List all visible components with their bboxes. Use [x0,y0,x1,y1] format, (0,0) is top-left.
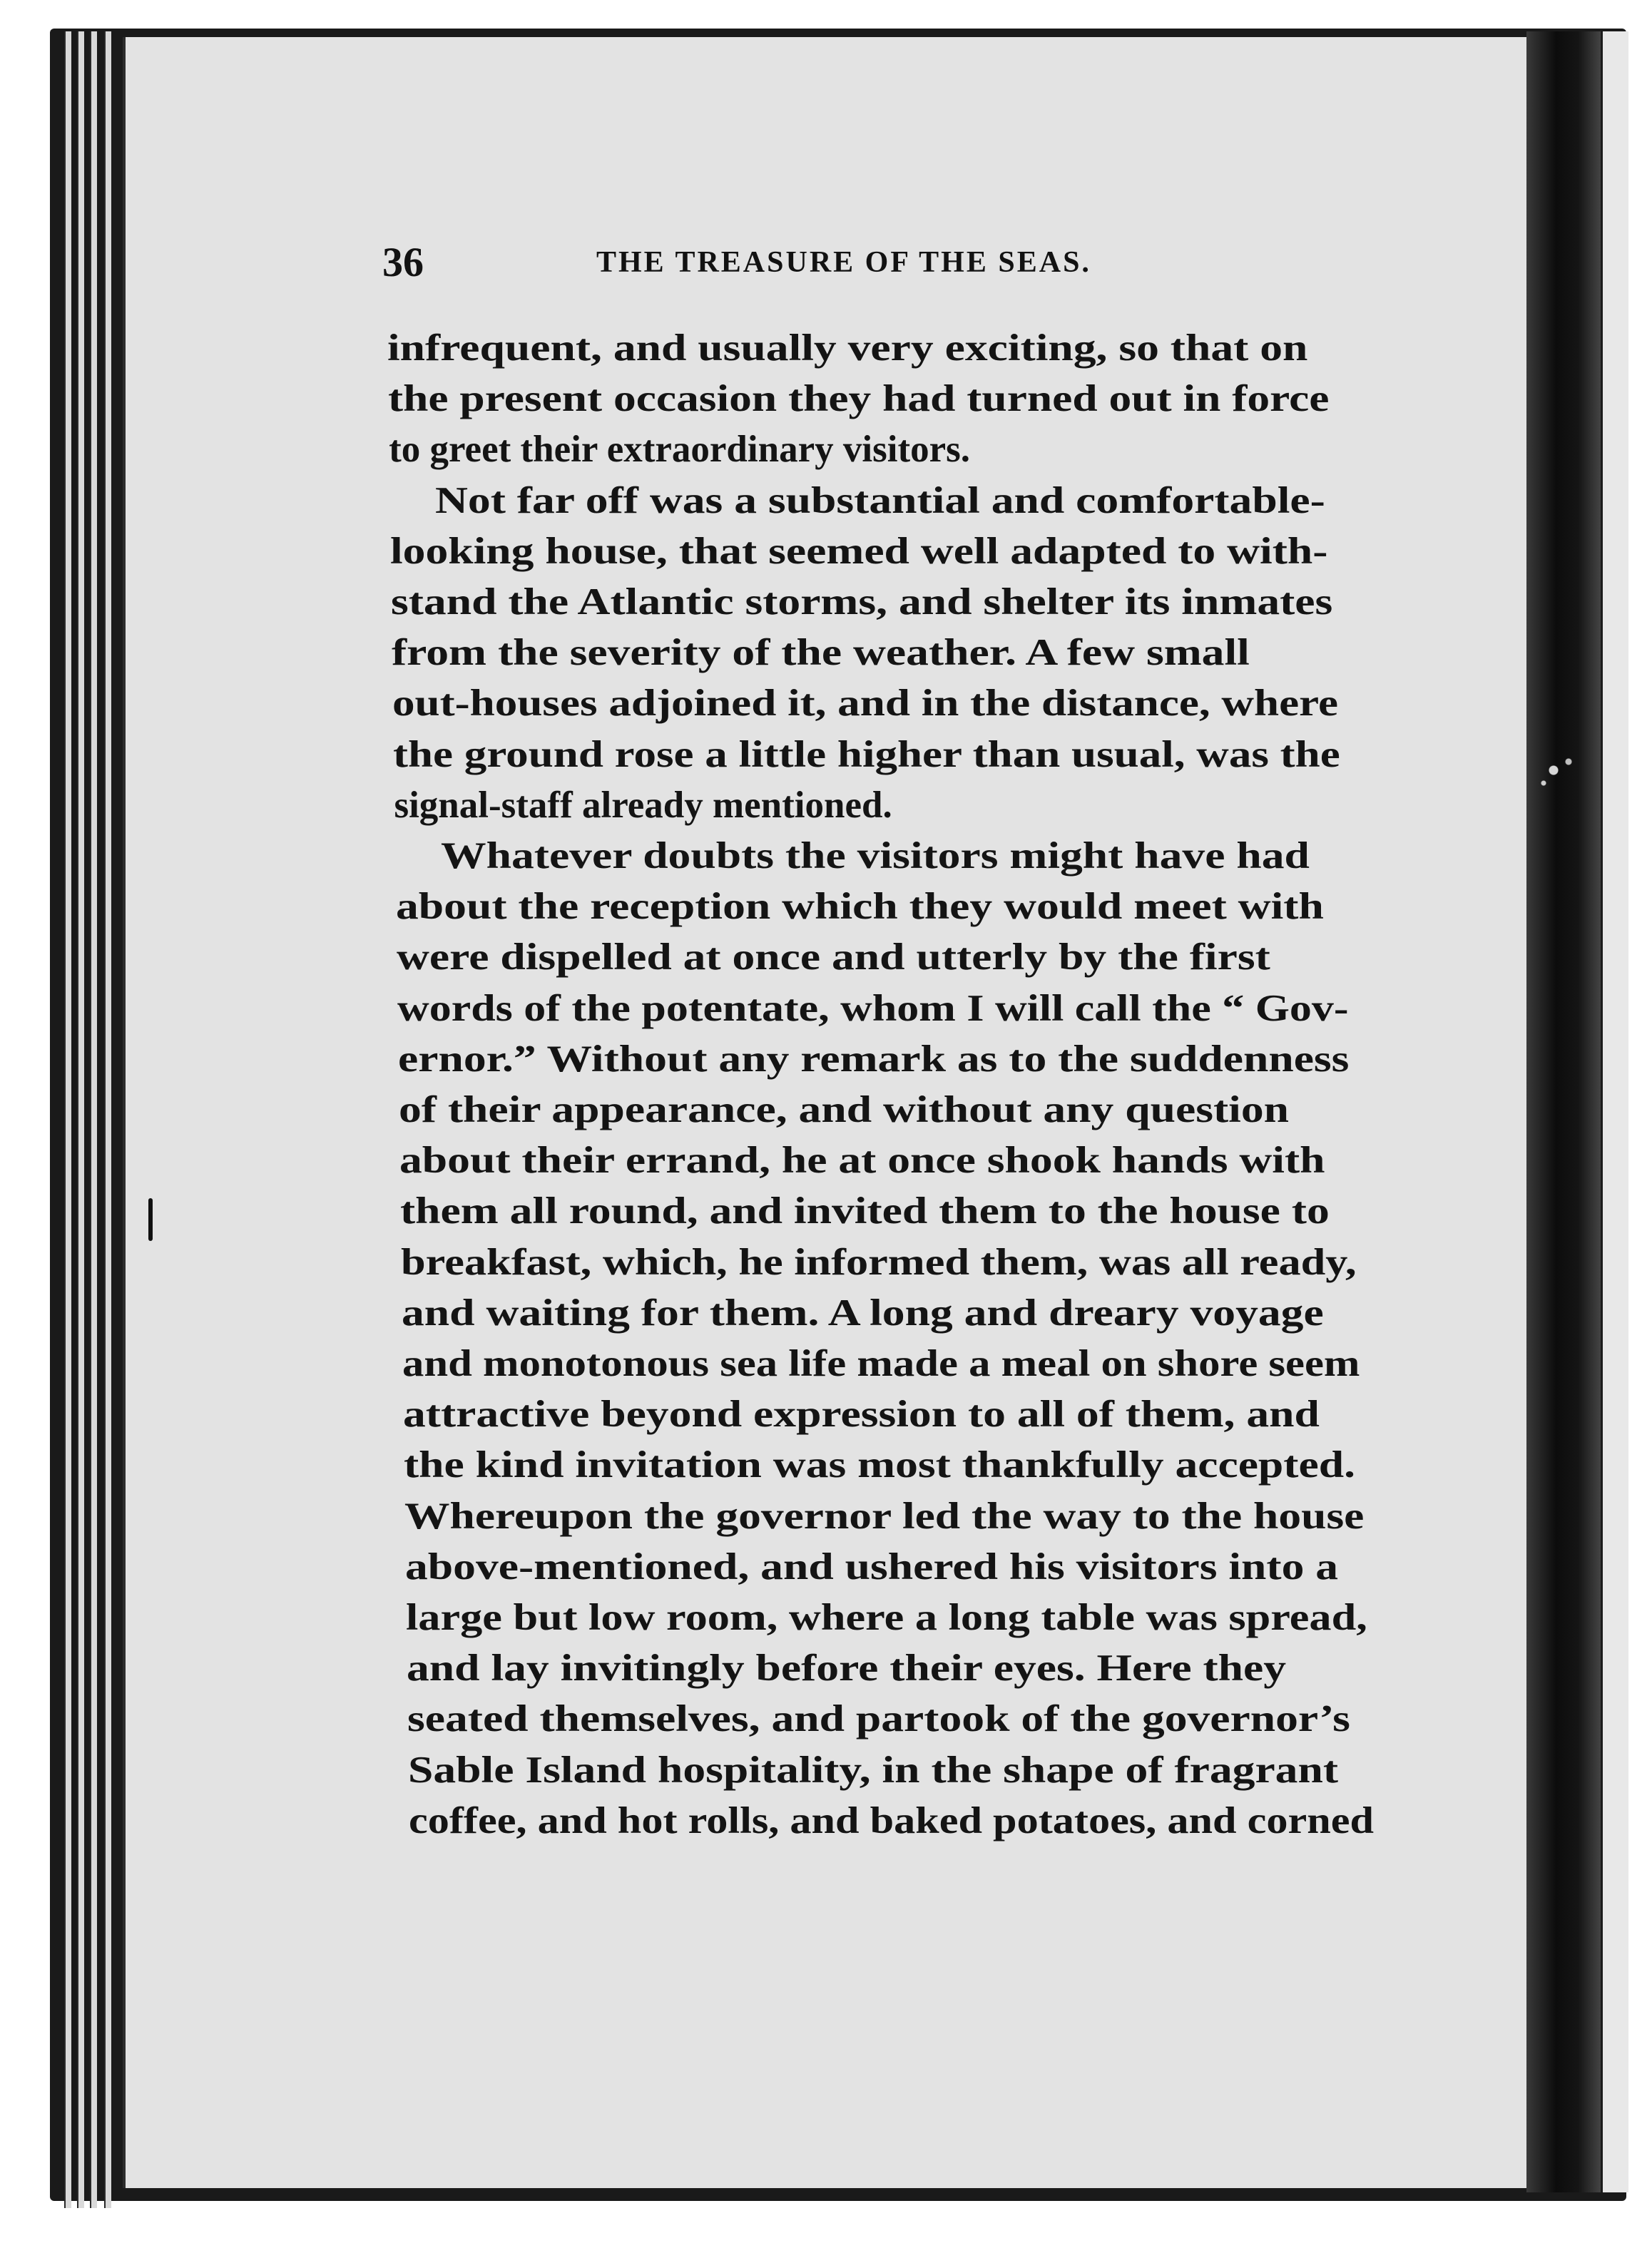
text-line: Not far off was a substantial and comfortable- [435,479,1325,521]
text-line: coffee, and hot rolls, and baked potatoes, and corned [409,1799,1375,1841]
text-line: looking house, that seemed well adapted to with- [390,530,1328,572]
text-line: ernor.” Without any remark as to the suddenness [397,1038,1350,1080]
text-line: the kind invitation was most thankfully accepted. [404,1444,1356,1486]
text-line: them all round, and invited them to the house to [399,1190,1330,1232]
text-line: large but low room, where a long table was spread, [406,1597,1368,1638]
text-line: and lay invitingly before their eyes. Here they [407,1647,1287,1690]
text-line: signal-staff already mentioned. [394,784,892,826]
text-line: about the reception which they would meet with [395,886,1324,928]
page-edge [64,31,71,2208]
text-line: seated themselves, and partook of the governor’s [407,1698,1351,1740]
text-line: Sable Island hospitality, in the shape of fragrant [408,1749,1339,1791]
text-line: from the severity of the weather. A few small [392,632,1250,674]
text-line: above-mentioned, and ushered his visitors into a [405,1546,1339,1588]
text-line: and waiting for them. A long and dreary voyage [401,1292,1324,1334]
text-line: of their appearance, and without any question [398,1089,1289,1130]
text-line: Whereupon the governor led the way to the house [404,1495,1365,1537]
text-line: were dispelled at once and utterly by the first [396,936,1270,979]
binding-speck [1534,749,1584,792]
text-line: to greet their extraordinary visitors. [389,429,970,471]
facing-page-edge [1601,31,1628,2192]
page-edge [104,31,111,2208]
text-line: about their errand, he at once shook hands with [399,1140,1325,1182]
text-line: attractive beyond expression to all of them, and [403,1394,1320,1436]
text-line: the ground rose a little higher than usual, was the [393,733,1341,775]
text-line: and monotonous sea life made a meal on shore seem [402,1343,1360,1384]
text-line: words of the potentate, whom I will call the “ Gov- [397,987,1349,1029]
page-edge [90,31,97,2208]
running-title: THE TREASURE OF THE SEAS. [596,246,1091,279]
text-line: infrequent, and usually very exciting, so that on [387,327,1308,369]
book-binding [1526,31,1601,2192]
text-line: stand the Atlantic storms, and shelter its inmates [391,581,1333,623]
text-line: Whatever doubts the visitors might have had [440,835,1310,877]
text-line: the present occasion they had turned out in force [388,378,1330,420]
text-line: out-houses adjoined it, and in the distance, where [392,683,1339,725]
page-number: 36 [382,239,424,285]
margin-mark [148,1198,153,1241]
page-edge [77,31,84,2208]
text-line: breakfast, which, he informed them, was all ready, [400,1241,1357,1283]
